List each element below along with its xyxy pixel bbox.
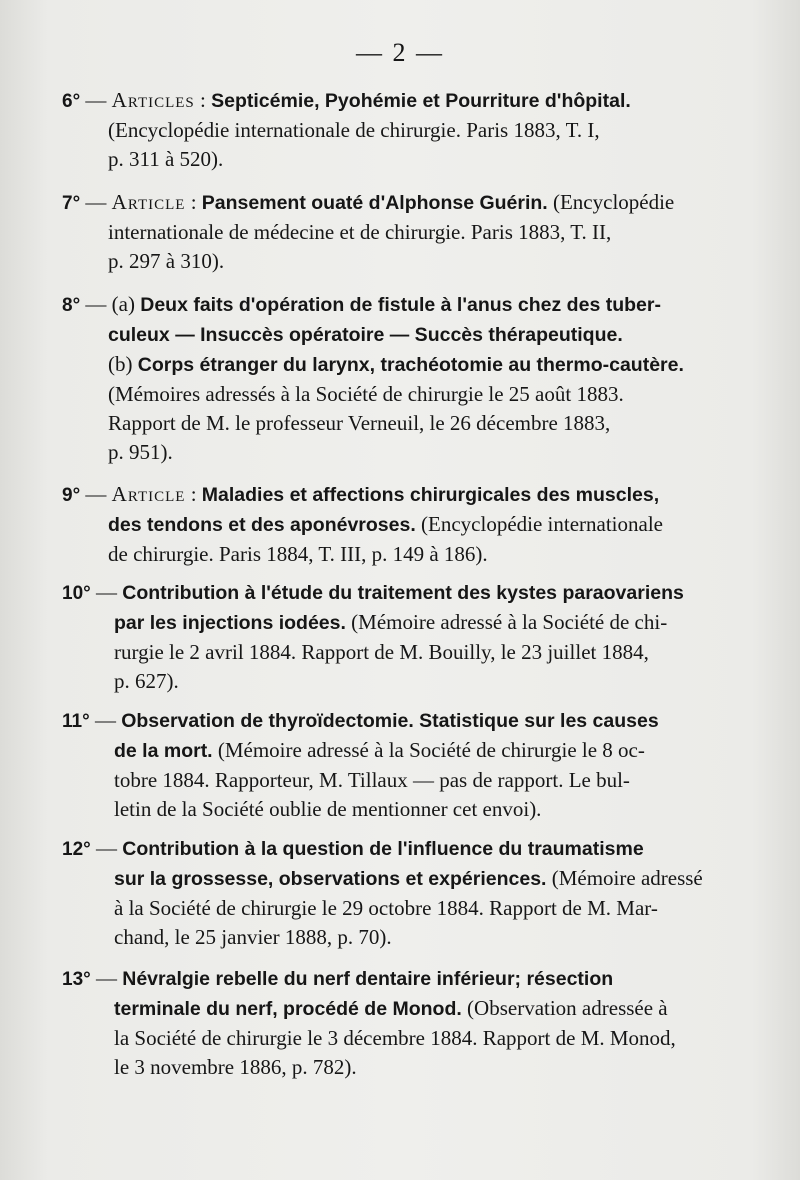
entry-line — [62, 795, 712, 824]
entry-line — [62, 994, 712, 1024]
entry-citation: p. 311 à 520). — [108, 147, 224, 171]
entry-subitem-marker: (a) — [111, 292, 141, 316]
entry-citation: internationale de médecine et de chirurgie. Paris 1883, T. II, — [108, 220, 612, 244]
entry-line — [62, 1053, 712, 1082]
page-number: — 2 — — [356, 38, 444, 67]
entry-line — [62, 290, 712, 320]
entry-citation: (Encyclopédie internationale — [415, 512, 663, 536]
entry-line — [62, 638, 712, 667]
entry-line — [62, 834, 712, 864]
entry-title: de la mort. — [114, 740, 213, 762]
entry-citation: letin de la Société oublie de mentionner cet envoi). — [114, 797, 542, 821]
entry-dash: — — [80, 190, 112, 214]
entry-citation: tobre 1884. Rapporteur, M. Tillaux — pas de rapport. Le bul- — [114, 768, 630, 792]
entry-citation: (Encyclopédie internationale de chirurgie. Paris 1883, T. I, — [108, 118, 600, 142]
bibliography-entry — [62, 188, 712, 276]
entry-citation: (Mémoire adressé à la Société de chi- — [345, 610, 668, 634]
entry-line — [62, 510, 712, 540]
entry-line — [62, 608, 712, 638]
entry-dash: — — [80, 292, 112, 316]
entry-title: culeux — Insuccès opératoire — Succès thérapeutique. — [108, 324, 623, 346]
entry-kind: Article — [111, 190, 186, 214]
entry-dash: — — [90, 836, 123, 860]
entry-title: Deux faits d'opération de fistule à l'anus chez des tuber- — [140, 294, 661, 316]
entry-number: 9° — [62, 485, 81, 506]
bibliography-entry — [62, 578, 712, 696]
entry-title: Contribution à la question de l'influence du traumatisme — [122, 838, 644, 860]
entry-title: Septicémie, Pyohémie et Pourriture d'hôpital. — [211, 90, 631, 112]
entry-number: 8° — [62, 295, 81, 316]
entry-line — [62, 667, 712, 696]
entry-kind: Article — [111, 482, 186, 506]
entry-line — [62, 578, 712, 608]
bibliography-entry — [62, 834, 712, 952]
entry-dash: — — [80, 88, 112, 112]
entry-citation: à la Société de chirurgie le 29 octobre 1884. Rapport de M. Mar- — [114, 896, 658, 920]
entry-citation: (Mémoire adressé — [546, 866, 703, 890]
entry-citation: (Mémoire adressé à la Société de chirurgie le 8 oc- — [212, 738, 645, 762]
entry-citation: (Observation adressée à — [461, 996, 668, 1020]
bibliography-entry — [62, 706, 712, 824]
entry-kind: Articles — [111, 88, 195, 112]
entry-citation: p. 297 à 310). — [108, 249, 225, 273]
entry-title: par les injections iodées. — [114, 612, 346, 634]
bibliography-entry — [62, 86, 712, 174]
entry-citation: chand, le 25 janvier 1888, p. 70). — [114, 925, 392, 949]
entry-dash: — — [89, 708, 122, 732]
entry-citation: la Société de chirurgie le 3 décembre 1884. Rapport de M. Monod, — [114, 1026, 676, 1050]
entry-line — [62, 218, 712, 247]
entry-number: 12° — [62, 839, 91, 860]
entry-line — [62, 706, 712, 736]
bibliography-entry — [62, 964, 712, 1082]
entry-separator: : — [185, 190, 202, 214]
entry-title: Pansement ouaté d'Alphonse Guérin. — [201, 192, 548, 214]
entry-line — [62, 247, 712, 276]
entry-title: sur la grossesse, observations et expériences. — [114, 868, 547, 890]
entry-line — [62, 350, 712, 380]
bibliography-entry — [62, 480, 712, 569]
entry-number: 11° — [62, 711, 90, 732]
entry-line — [62, 438, 712, 467]
entry-line — [62, 188, 712, 218]
bibliography-entry — [62, 290, 712, 467]
entry-citation: p. 627). — [114, 669, 179, 693]
entry-citation: de chirurgie. Paris 1884, T. III, p. 149 à 186). — [108, 542, 488, 566]
entry-title: Observation de thyroïdectomie. Statistique sur les causes — [121, 710, 659, 732]
entry-title: Corps étranger du larynx, trachéotomie au thermo-cautère. — [137, 354, 684, 376]
entry-dash: — — [90, 966, 123, 990]
entry-line — [62, 864, 712, 894]
entry-line — [62, 736, 712, 766]
entry-citation: le 3 novembre 1886, p. 782). — [114, 1055, 357, 1079]
entry-line — [62, 380, 712, 409]
entry-number: 7° — [62, 193, 81, 214]
entry-line — [62, 766, 712, 795]
entry-subitem-marker: (b) — [108, 352, 138, 376]
entry-line — [62, 894, 712, 923]
entry-line — [62, 923, 712, 952]
entry-line — [62, 964, 712, 994]
entry-citation: p. 951). — [108, 440, 173, 464]
entry-line — [62, 145, 712, 174]
entry-title: Maladies et affections chirurgicales des muscles, — [201, 484, 660, 506]
entry-line — [62, 540, 712, 569]
entry-title: Contribution à l'étude du traitement des kystes paraovariens — [122, 582, 684, 604]
entry-line — [62, 320, 712, 350]
entry-citation: (Encyclopédie — [547, 190, 675, 214]
entry-separator: : — [185, 482, 202, 506]
entry-line — [62, 86, 712, 116]
entry-line — [62, 116, 712, 145]
entry-title: Névralgie rebelle du nerf dentaire inférieur; résection — [122, 968, 614, 990]
entry-citation: rurgie le 2 avril 1884. Rapport de M. Bouilly, le 23 juillet 1884, — [114, 640, 649, 664]
entry-number: 10° — [62, 583, 91, 604]
entry-citation: (Mémoires adressés à la Société de chirurgie le 25 août 1883. — [108, 382, 624, 406]
entry-title: des tendons et des aponévroses. — [108, 514, 416, 536]
entry-line — [62, 409, 712, 438]
entry-citation: Rapport de M. le professeur Verneuil, le 26 décembre 1883, — [108, 411, 611, 435]
entry-line — [62, 480, 712, 510]
entry-separator: : — [194, 88, 212, 112]
entry-dash: — — [80, 482, 112, 506]
entry-number: 6° — [62, 91, 81, 112]
entry-title: terminale du nerf, procédé de Monod. — [114, 998, 462, 1020]
entry-number: 13° — [62, 969, 91, 990]
entry-line — [62, 1024, 712, 1053]
entry-dash: — — [90, 580, 123, 604]
